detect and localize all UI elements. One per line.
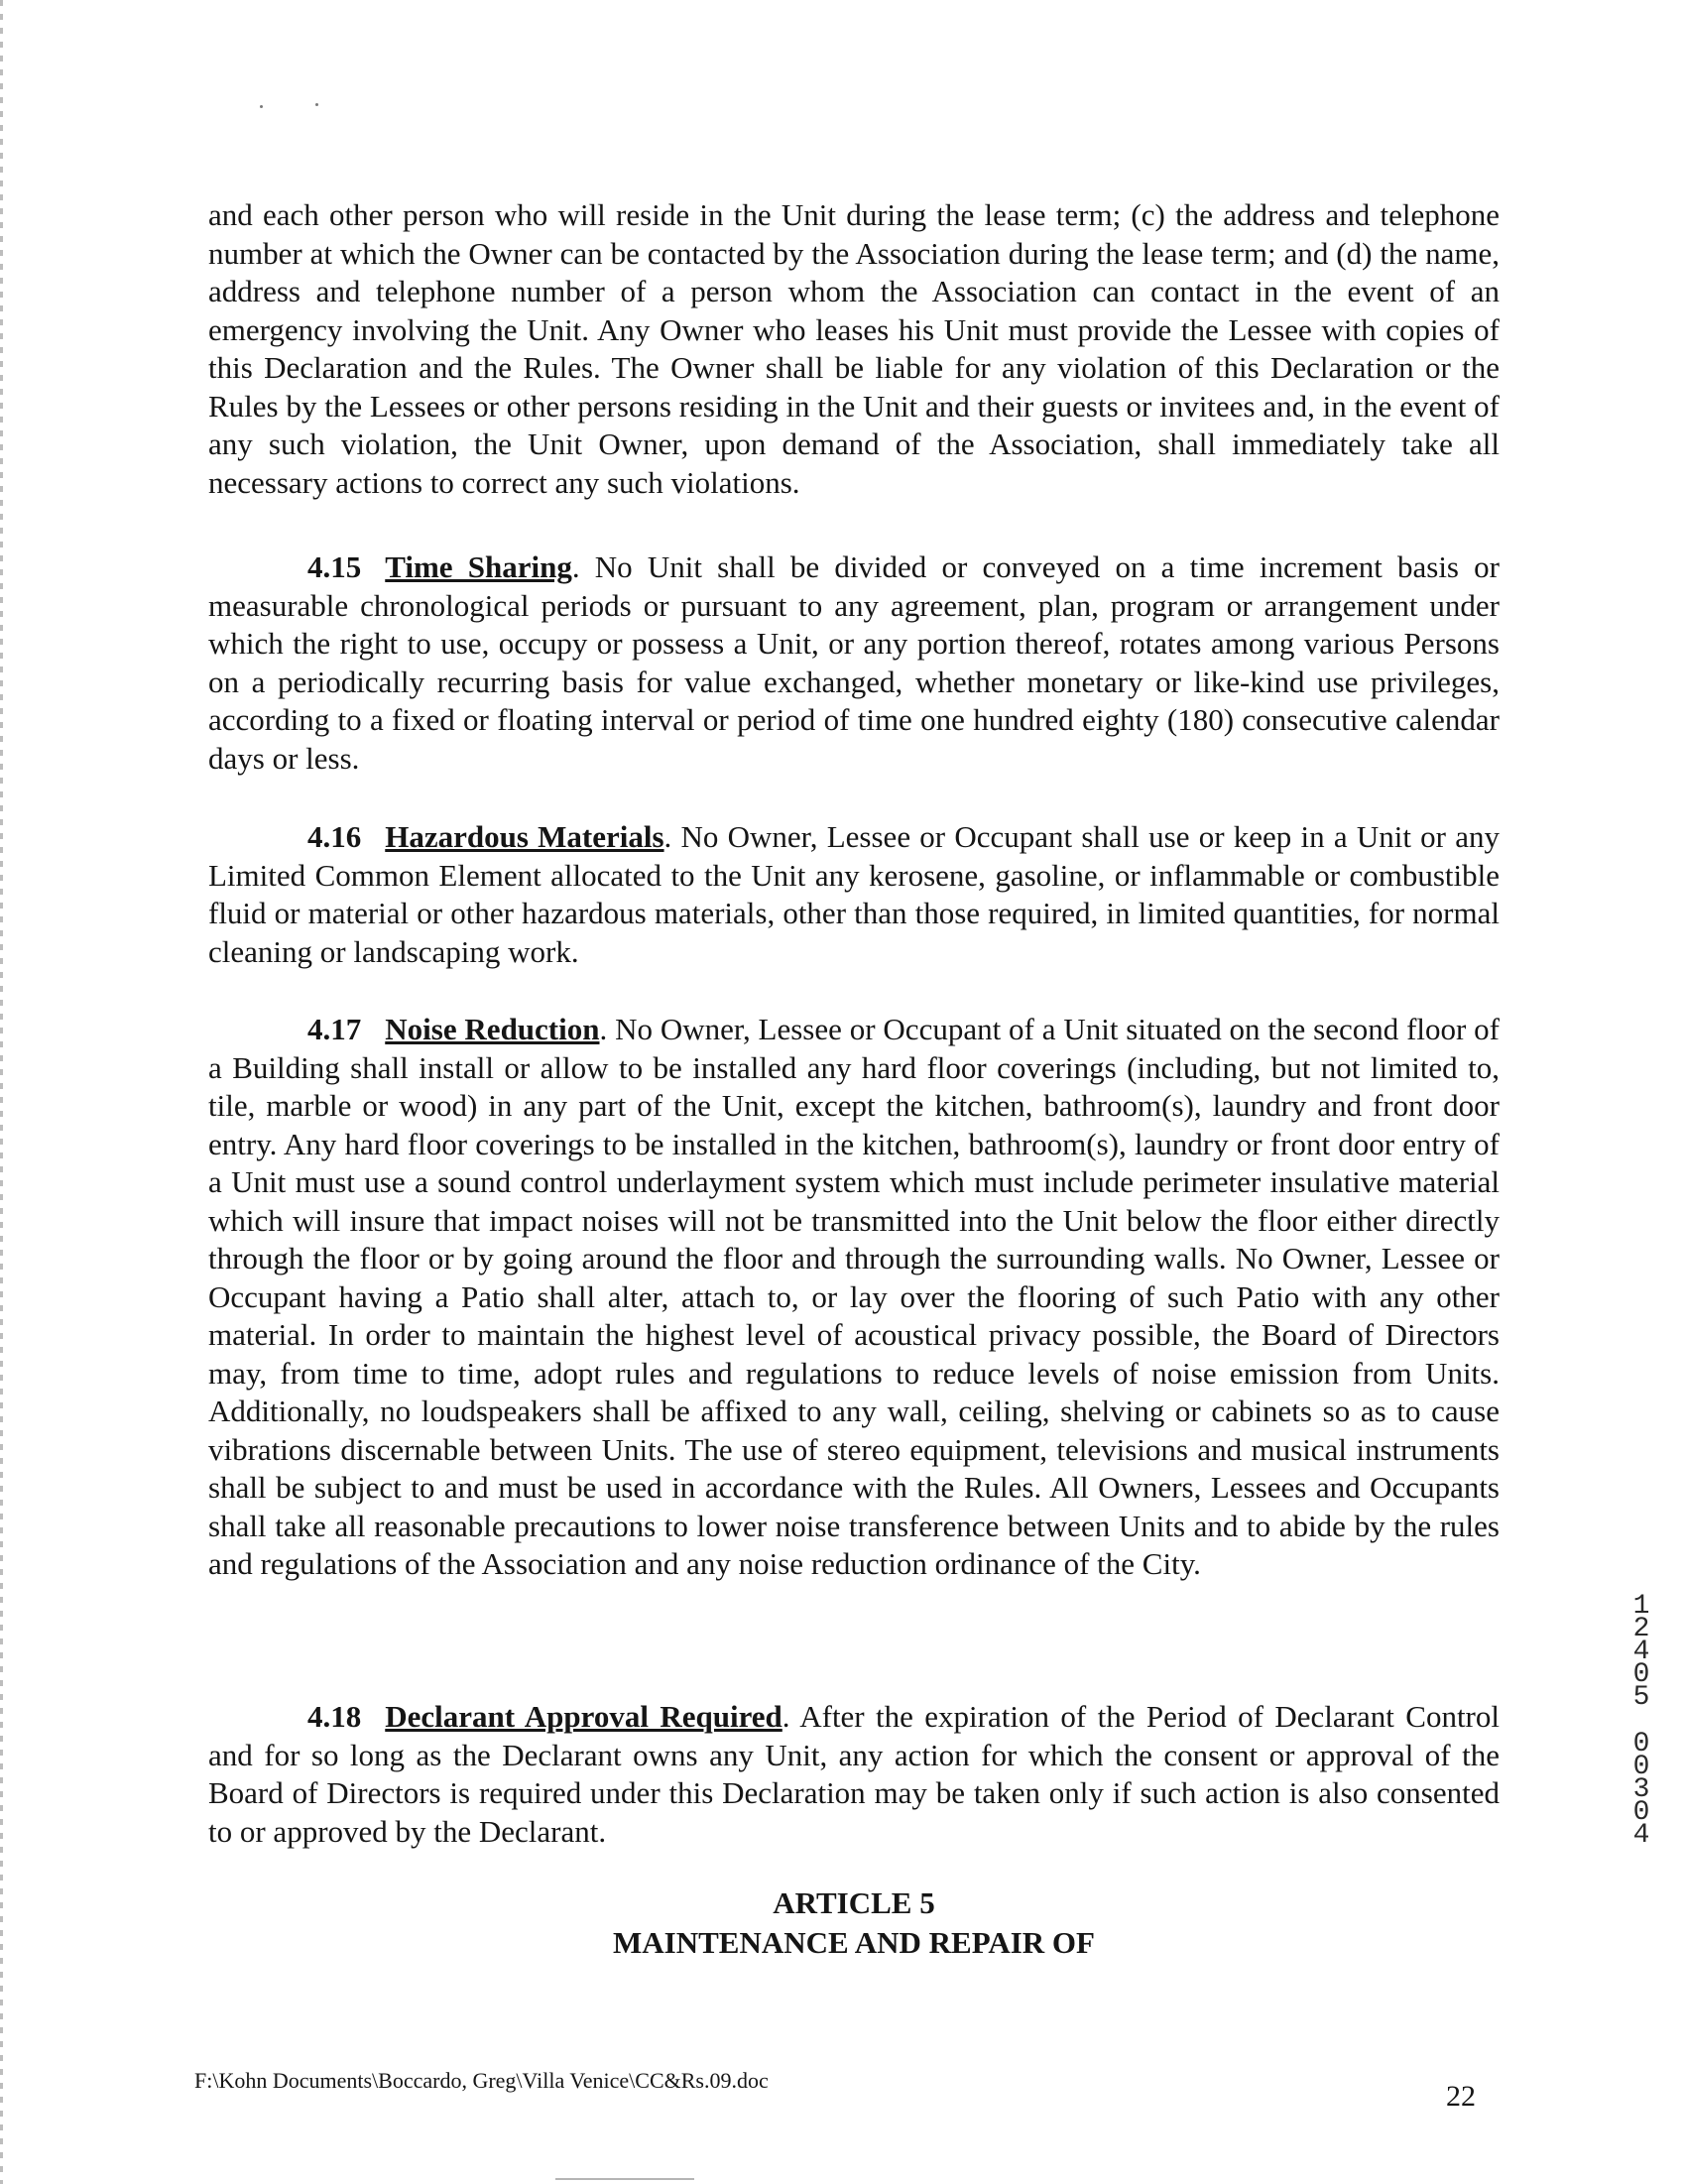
section-number: 4.18 xyxy=(307,1699,362,1734)
scan-speck xyxy=(260,105,263,108)
section-4-15 xyxy=(208,548,1500,778)
section-body: . No Owner, Lessee or Occupant shall use or keep in a Unit or any Limited Common Element allocated to the Unit any kerosene, gasoline, or inflammable or combustible fluid or material or other hazardous materials, other than those required, in limited quantities, for normal cleaning or landscaping work. xyxy=(208,819,1500,969)
section-4-16 xyxy=(208,818,1500,971)
footer-file-path: F:\Kohn Documents\Boccardo, Greg\Villa Venice\CC&Rs.09.doc xyxy=(194,2068,769,2093)
stamp-digit: 1 xyxy=(1632,1591,1650,1622)
article-number: ARTICLE 5 xyxy=(773,1885,935,1920)
continuation-paragraph: and each other person who will reside in the Unit during the lease term; (c) the address and telephone number at which the Owner can be contacted by the Association during the lease term; and (d) the name, address and telephone number of a person whom the Association can contact in the event of an emergency involving the Unit. Any Owner who leases his Unit must provide the Lessee with copies of this Declaration and the Rules. The Owner shall be liable for any violation of this Declaration or the Rules by the Lessees or other persons residing in the Unit and their guests or invitees and, in the event of any such violation, the Unit Owner, upon demand of the Association, shall immediately take all necessary actions to correct any such violations. xyxy=(208,197,1500,500)
section-body: . After the expiration of the Period of Declarant Control and for so long as the Declarant owns any Unit, any action for which the consent or approval of the Board of Directors is required under this Declaration may be taken only if such action is also consented to or approved by the Declarant. xyxy=(208,1699,1500,1849)
stamp-digit: 2 xyxy=(1632,1614,1650,1644)
body-text xyxy=(208,196,1500,502)
stamp-digit: 0 xyxy=(1632,1752,1650,1782)
section-title: Time Sharing xyxy=(385,549,572,584)
section-number: 4.15 xyxy=(307,549,362,584)
stamp-digit: 4 xyxy=(1632,1637,1650,1667)
section-title: Noise Reduction xyxy=(385,1012,600,1046)
article-title: MAINTENANCE AND REPAIR OF xyxy=(613,1925,1095,1960)
scan-bottom-edge xyxy=(555,2178,694,2180)
stamp-digit: 0 xyxy=(1632,1729,1650,1759)
stamp-digit: 4 xyxy=(1632,1820,1650,1851)
page-number: 22 xyxy=(1446,2080,1476,2113)
scan-speck xyxy=(315,103,318,106)
section-number: 4.17 xyxy=(307,1012,362,1046)
section-4-18 xyxy=(208,1698,1500,1851)
article-heading xyxy=(208,1883,1500,1963)
section-body: . No Owner, Lessee or Occupant of a Unit situated on the second floor of a Building shall install or allow to be installed any hard floor coverings (including, but not limited to, tile, marble or wood) in any part of the Unit, except the kitchen, bathroom(s), laundry and front door entry. Any hard floor coverings to be installed in the kitchen, bathroom(s), laundry or front door entry of a Unit must use a sound control underlayment system which must include perimeter insulative material which will insure that impact noises will not be transmitted into the Unit below the floor either directly through the floor or by going around the floor and through the surrounding walls. No Owner, Lessee or Occupant having a Patio shall alter, attach to, or lay over the flooring of such Patio with any other material. In order to maintain the highest level of acoustical privacy possible, the Board of Directors may, from time to time, adopt rules and regulations to reduce levels of noise emission from Units. Additionally, no loudspeakers shall be affixed to any wall, ceiling, shelving or cabinets so as to cause vibrations discernable between Units. The use of stereo equipment, televisions and musical instruments shall be subject to and must be used in accordance with the Rules. All Owners, Lessees and Occupants shall take all reasonable precautions to lower noise transference between Units and to abide by the rules and regulations of the Association and any noise reduction ordinance of the City. xyxy=(208,1012,1500,1581)
document-stamp xyxy=(1626,1591,1656,1851)
stamp-digit: 5 xyxy=(1632,1682,1650,1713)
section-body: . No Unit shall be divided or conveyed on a time increment basis or measurable chronological periods or pursuant to any agreement, plan, program or arrangement under which the right to use, occupy or possess a Unit, or any portion thereof, rotates among various Persons on a periodically recurring basis for value exchanged, whether monetary or like-kind use privileges, according to a fixed or floating interval or period of time one hundred eighty (180) consecutive calendar days or less. xyxy=(208,549,1501,776)
section-title: Hazardous Materials xyxy=(385,819,664,854)
stamp-digit: 0 xyxy=(1632,1797,1650,1828)
stamp-digit: 0 xyxy=(1632,1659,1650,1690)
section-title: Declarant Approval Required xyxy=(385,1699,782,1734)
section-number: 4.16 xyxy=(307,819,362,854)
stamp-digit: 3 xyxy=(1632,1774,1650,1805)
scan-left-edge xyxy=(0,0,3,2184)
section-4-17 xyxy=(208,1011,1500,1584)
